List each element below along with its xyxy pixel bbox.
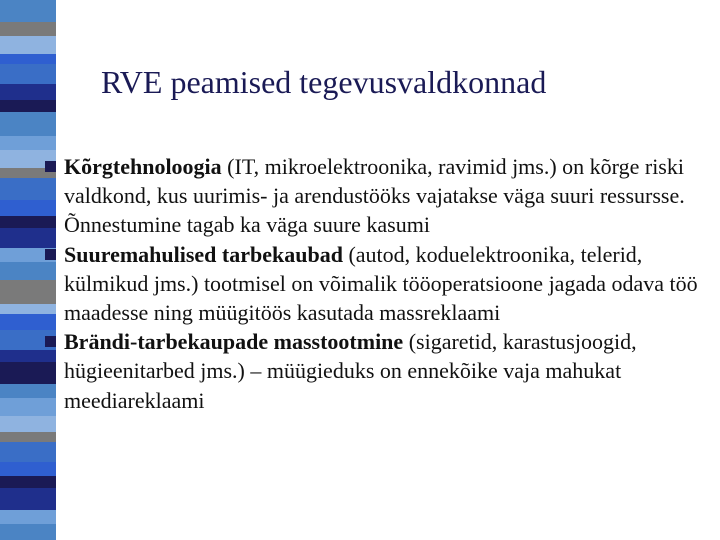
stripe-block [0,112,56,136]
bullet-text: (autod, koduelektroonika, telerid, külmikud jms.) tootmisel on võimalik tööoperatsioone jagada odava töö maadesse ning müügitöös kasutada massreklaami [64,241,698,326]
bullet-term: Suuremahulised tarbekaubad [64,241,343,267]
stripe-block [0,36,56,54]
stripe-block [0,64,56,84]
decorative-stripe [0,0,56,540]
stripe-block [0,136,56,150]
stripe-block [0,442,56,462]
stripe-block [0,524,56,540]
stripe-block [0,510,56,524]
stripe-block [0,280,56,304]
stripe-block [0,178,56,200]
bullet-list [64,152,716,415]
bullet-text: (sigaretid, karastusjoogid, hügieenitarbed jms.) – müügieduks on ennekõike vaja mahukat meediareklaami [64,329,637,413]
stripe-block [0,0,56,22]
stripe-block [0,100,56,112]
stripe-block [0,416,56,432]
stripe-block [0,398,56,416]
stripe-block [0,476,56,488]
stripe-block [0,84,56,100]
bullet-item [64,152,716,240]
stripe-block [0,350,56,362]
stripe-block [0,314,56,330]
square-bullet-icon [45,249,56,260]
bullet-term: Kõrgtehnoloogia [64,154,222,179]
stripe-block [0,362,56,384]
slide-title: RVE peamised tegevusvaldkonnad [101,64,547,100]
stripe-block [0,462,56,476]
stripe-block [0,384,56,398]
bullet-term: Brändi-tarbekaupade masstootmine [64,329,404,355]
stripe-block [0,54,56,64]
bullet-text: (IT, mikroelektroonika, ravimid jms.) on kõrge riski valdkond, kus uurimis- ja arendustööks vajatakse väga suuri ressursse. Õnnestumine tagab ka väga suure kasumi [64,154,685,238]
bullet-item [64,240,716,328]
stripe-block [0,22,56,36]
stripe-block [0,200,56,216]
square-bullet-icon [45,161,56,172]
stripe-block [0,262,56,280]
bullet-item [64,327,716,415]
stripe-block [0,488,56,510]
stripe-block [0,304,56,314]
square-bullet-icon [45,336,56,347]
stripe-block [0,228,56,248]
stripe-block [0,432,56,442]
stripe-block [0,216,56,228]
